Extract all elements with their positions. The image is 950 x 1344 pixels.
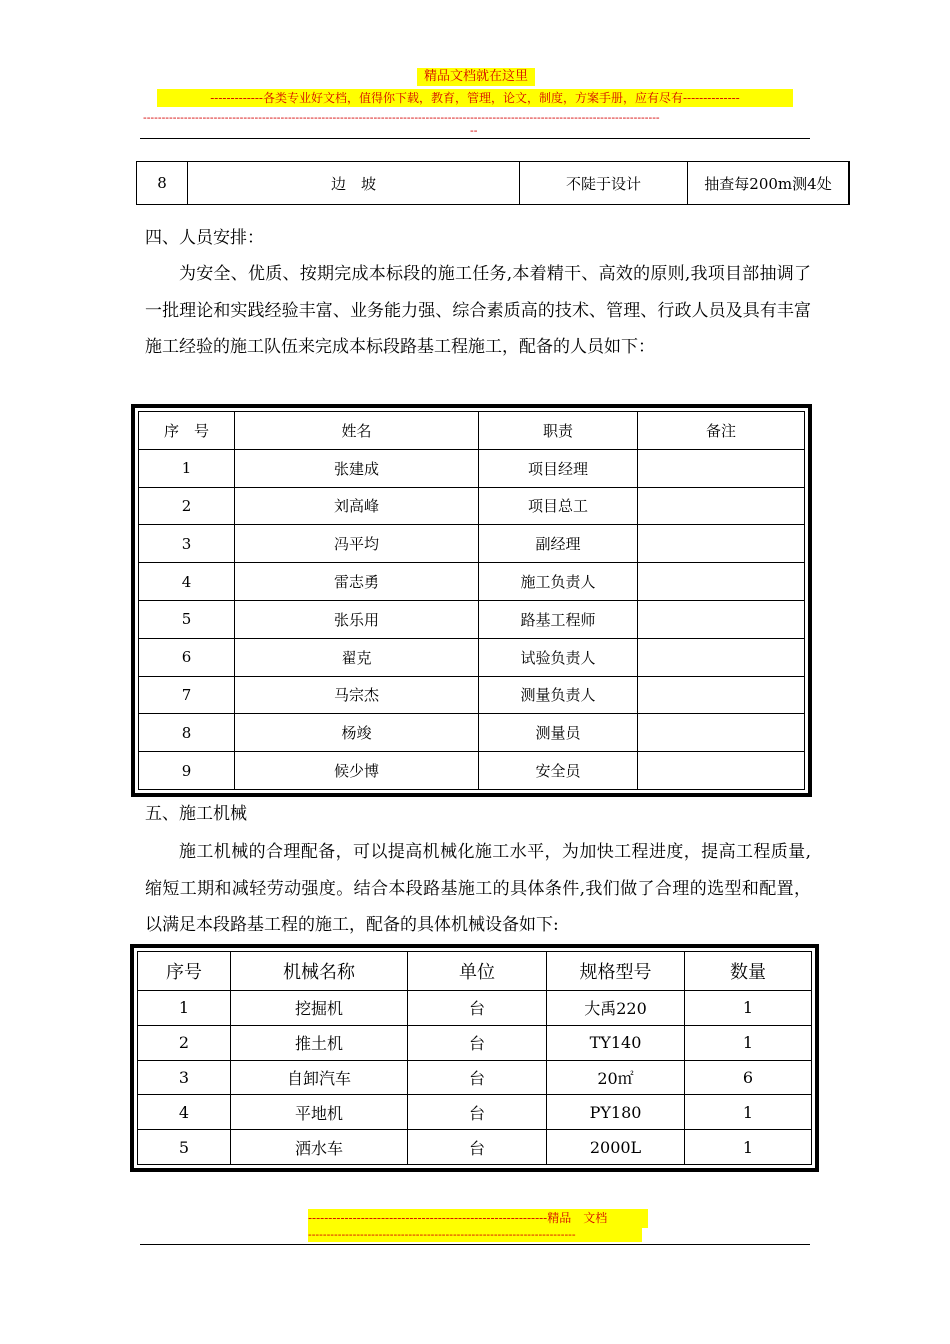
table-row (138, 1060, 812, 1095)
cell-quantity: 1 (685, 1095, 812, 1130)
table-row (137, 162, 850, 205)
header-unit: 单位 (408, 952, 547, 991)
cell-duty: 副经理 (479, 525, 638, 563)
cell-no: 1 (139, 449, 235, 487)
cell-name: 杨竣 (235, 714, 479, 752)
staff-table (138, 411, 805, 790)
cell-model: 2000L (547, 1130, 685, 1165)
header-note: 备注 (638, 412, 805, 450)
section-heading-staff: 四、人员安排： (145, 228, 264, 248)
cell-quantity: 1 (685, 991, 812, 1026)
cell-name: 马宗杰 (235, 676, 479, 714)
table-row (139, 676, 805, 714)
cell-machine-name: 自卸汽车 (231, 1060, 408, 1095)
machine-table-frame (130, 944, 819, 1172)
cell-duty: 项目经理 (479, 449, 638, 487)
cell-name: 翟克 (235, 638, 479, 676)
table-row (139, 525, 805, 563)
cell-duty: 测量负责人 (479, 676, 638, 714)
cell-model: PY180 (547, 1095, 685, 1130)
header-name: 姓名 (235, 412, 479, 450)
cell-note (638, 676, 805, 714)
cell-name: 候少博 (235, 752, 479, 790)
table-row (139, 563, 805, 601)
cell-no: 5 (139, 600, 235, 638)
cell-note (638, 600, 805, 638)
header-dash-line: ------------------------------------------------------------------------------------------------------------------------------------------- (143, 111, 660, 124)
header-no: 序 号 (139, 412, 235, 450)
cell-name: 张乐用 (235, 600, 479, 638)
table-row (138, 1025, 812, 1060)
header-dash-tail: -- (470, 124, 478, 137)
cell-no: 2 (138, 1025, 231, 1060)
cell-machine-name: 挖掘机 (231, 991, 408, 1026)
cell-unit: 台 (408, 1025, 547, 1060)
row-requirement: 不陡于设计 (520, 162, 688, 205)
staff-paragraph: 为安全、优质、按期完成本标段的施工任务,本着精干、高效的原则,我项目部抽调了一批理论和实践经验丰富、业务能力强、综合素质高的技术、管理、行政人员及具有丰富施工经验的施工队伍来完成本标段路基工程施工，配备的人员如下： (145, 264, 811, 357)
footer-line-2: ------------------------------------------------------------------------ (308, 1228, 642, 1242)
cell-duty: 测量员 (479, 714, 638, 752)
footer-line-1: -----------------------------------------------------------精品 文档 (308, 1209, 648, 1228)
cell-no: 9 (139, 752, 235, 790)
cell-machine-name: 平地机 (231, 1095, 408, 1130)
cell-no: 8 (139, 714, 235, 752)
cell-machine-name: 推土机 (231, 1025, 408, 1060)
cell-note (638, 487, 805, 525)
cell-duty: 项目总工 (479, 487, 638, 525)
cell-unit: 台 (408, 1130, 547, 1165)
table-row (139, 714, 805, 752)
cell-no: 3 (138, 1060, 231, 1095)
cell-quantity: 1 (685, 1025, 812, 1060)
footer-rule (140, 1244, 810, 1245)
header-no: 序号 (138, 952, 231, 991)
cell-duty: 路基工程师 (479, 600, 638, 638)
machine-table (137, 951, 812, 1165)
cell-no: 2 (139, 487, 235, 525)
cell-note (638, 525, 805, 563)
cell-no: 3 (139, 525, 235, 563)
table-row (138, 1095, 812, 1130)
header-machine-name: 机械名称 (231, 952, 408, 991)
cell-duty: 施工负责人 (479, 563, 638, 601)
row-item: 边 坡 (188, 162, 520, 205)
cell-quantity: 1 (685, 1130, 812, 1165)
table-row (139, 487, 805, 525)
cell-duty: 安全员 (479, 752, 638, 790)
cell-machine-name: 洒水车 (231, 1130, 408, 1165)
cell-note (638, 638, 805, 676)
cell-quantity: 6 (685, 1060, 812, 1095)
cell-model: 20㎡ (547, 1060, 685, 1095)
cell-note (638, 563, 805, 601)
header-title: 精品文档就在这里 (417, 68, 535, 86)
table-row (139, 752, 805, 790)
cell-note (638, 449, 805, 487)
table-row (138, 1130, 812, 1165)
cell-no: 4 (138, 1095, 231, 1130)
cell-unit: 台 (408, 1060, 547, 1095)
row-method: 抽查每200m测4处 (688, 162, 850, 205)
staff-table-frame (131, 404, 812, 797)
table-header-row (138, 952, 812, 991)
header-subtitle: -------------各类专业好文档，值得你下载，教育，管理，论文，制度，方案手册，应有尽有-------------- (157, 89, 793, 107)
cell-no: 6 (139, 638, 235, 676)
header-duty: 职责 (479, 412, 638, 450)
table-row (139, 600, 805, 638)
cell-model: 大禹220 (547, 991, 685, 1026)
cell-unit: 台 (408, 991, 547, 1026)
machinery-paragraph: 施工机械的合理配备，可以提高机械化施工水平，为加快工程进度，提高工程质量,缩短工期和减轻劳动强度。结合本段路基施工的具体条件,我们做了合理的选型和配置，以满足本段路基工程的施工，配备的具体机械设备如下: (145, 842, 811, 935)
cell-name: 张建成 (235, 449, 479, 487)
table-row (138, 991, 812, 1026)
cell-unit: 台 (408, 1095, 547, 1130)
cell-no: 7 (139, 676, 235, 714)
table-row (139, 638, 805, 676)
section-heading-machinery: 五、施工机械 (145, 804, 247, 824)
header-rule (140, 138, 810, 139)
cell-name: 刘高峰 (235, 487, 479, 525)
table-row (139, 449, 805, 487)
cell-name: 冯平均 (235, 525, 479, 563)
row-number: 8 (137, 162, 188, 205)
cell-no: 4 (139, 563, 235, 601)
cell-note (638, 752, 805, 790)
cell-no: 1 (138, 991, 231, 1026)
inspection-table-continuation (136, 161, 850, 205)
cell-name: 雷志勇 (235, 563, 479, 601)
header-quantity: 数量 (685, 952, 812, 991)
cell-note (638, 714, 805, 752)
table-header-row (139, 412, 805, 450)
header-model: 规格型号 (547, 952, 685, 991)
cell-no: 5 (138, 1130, 231, 1165)
cell-duty: 试验负责人 (479, 638, 638, 676)
cell-model: TY140 (547, 1025, 685, 1060)
